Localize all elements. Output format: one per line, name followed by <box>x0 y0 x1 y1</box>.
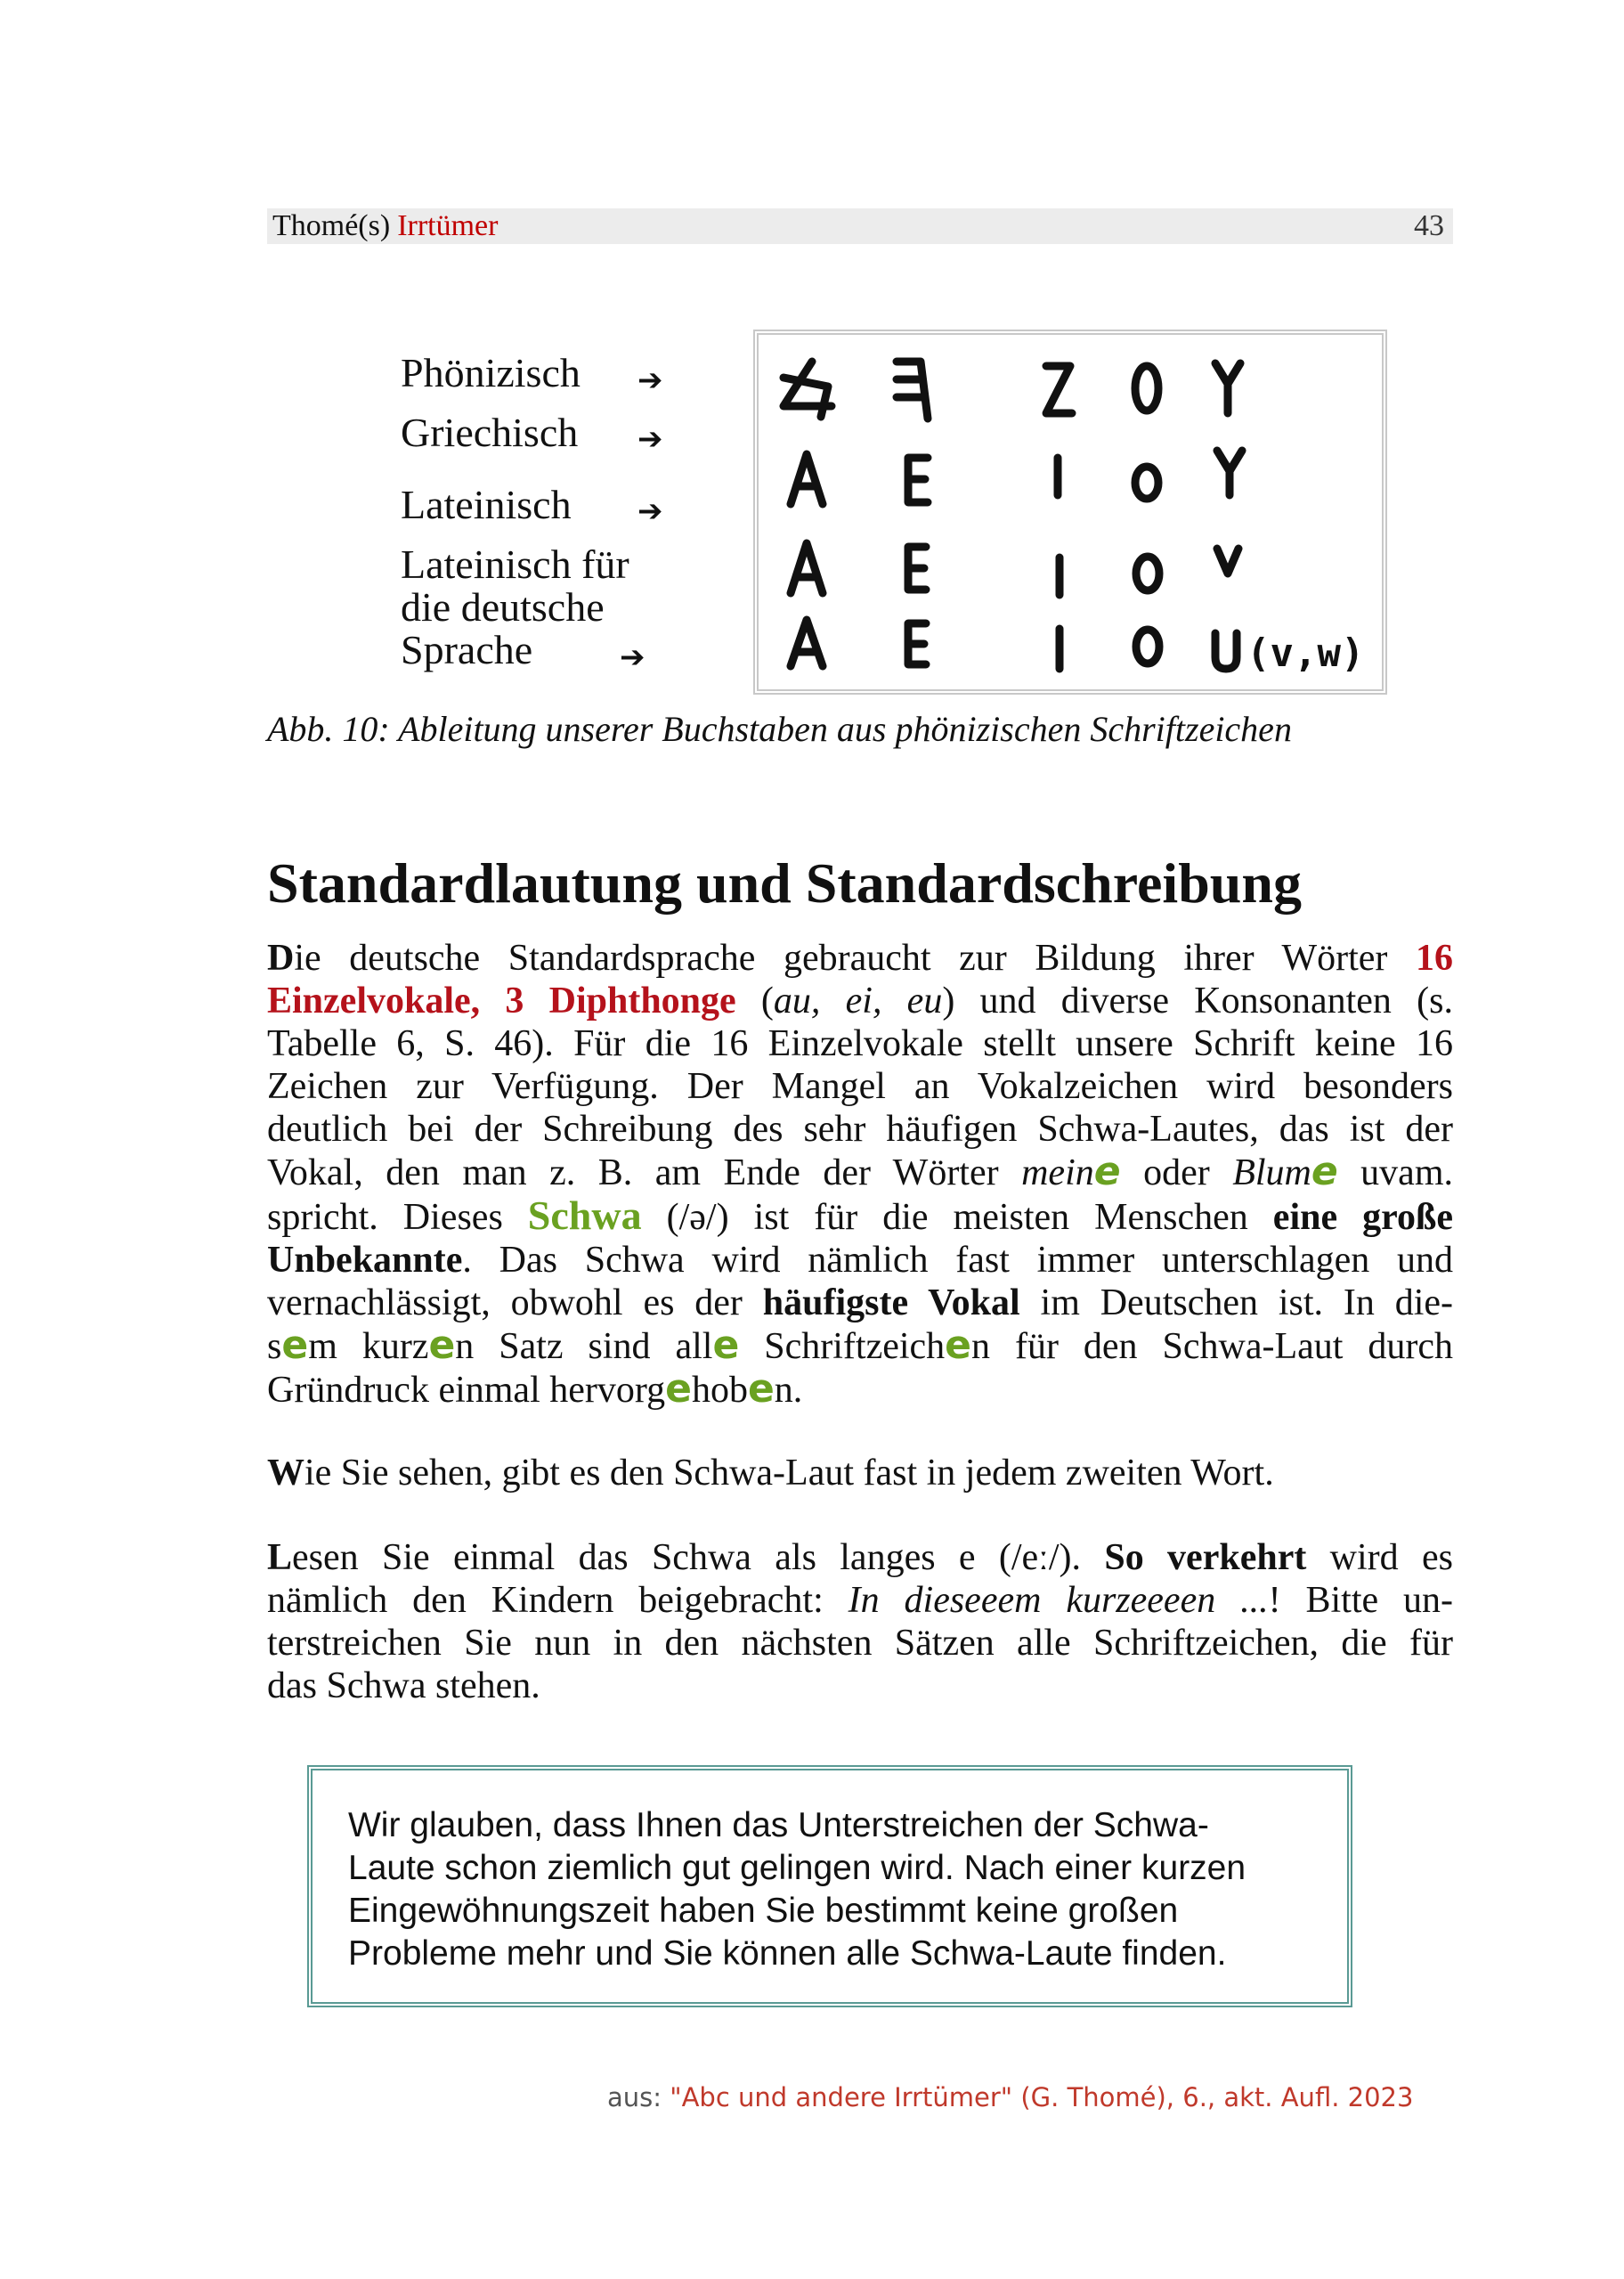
schwa-highlight: e <box>712 1323 740 1368</box>
p1-line-5: deutlich bei der Schreibung des sehr häufigen Schwa-Lautes, das ist der <box>267 1109 1453 1150</box>
label-greek: Griechisch <box>401 410 579 455</box>
letter-glyph-canvas <box>759 335 1382 689</box>
schwa-highlight: e <box>747 1366 775 1412</box>
p1-word-blume: Blum <box>1232 1152 1311 1193</box>
p1-diphthongs: au, ei, eu <box>773 981 943 1021</box>
p1-line-11 <box>267 1368 1453 1412</box>
p1-text: oder <box>1120 1152 1233 1193</box>
p1-text: s <box>267 1326 282 1367</box>
p1-text: n für den Schwa-Laut durch <box>971 1326 1453 1367</box>
p1-text: vernachlässigt, obwohl es der <box>267 1282 763 1323</box>
p1-text: ( <box>735 981 774 1021</box>
label-latin: Lateinisch <box>401 482 572 527</box>
box-line-3: Eingewöhnungszeit haben Sie bestimmt keine großen <box>348 1892 1179 1930</box>
p3-line-1 <box>267 1536 1453 1579</box>
p3-text: wird es <box>1306 1537 1453 1578</box>
glyph-phoenician-ayin <box>1135 366 1158 411</box>
glyph-latin-o <box>1136 557 1159 590</box>
schwa-highlight: e <box>281 1323 309 1368</box>
glyph-german-note: (v,w) <box>1246 631 1365 676</box>
p1-line-9 <box>267 1282 1453 1324</box>
p1-line-1 <box>267 937 1453 980</box>
glyph-latin-a <box>791 543 823 593</box>
p3-initial: L <box>267 1537 293 1578</box>
box-line-1: Wir glauben, dass Ihnen das Unterstreichen der Schwa- <box>348 1806 1209 1844</box>
glyph-german-a <box>791 620 823 666</box>
glyph-latin-e <box>908 547 926 590</box>
schwa-highlight: e <box>1311 1149 1338 1194</box>
header-title: Irrtümer <box>397 209 499 242</box>
running-header <box>267 208 1453 244</box>
header-author <box>272 208 498 244</box>
glyph-phoenician-zayin <box>1046 366 1072 413</box>
schwa-term: Schwa <box>527 1192 642 1238</box>
p1-line-4: Zeichen zur Verfügung. Der Mangel an Vokalzeichen wird besonders <box>267 1066 1453 1107</box>
p2-line-1 <box>267 1452 1453 1494</box>
p1-text: hob <box>691 1370 748 1411</box>
source-citation: "Abc und andere Irrtümer" (G. Thomé), 6., akt. Aufl. 2023 <box>670 2082 1414 2112</box>
arrow-icon: ➔ <box>637 362 663 398</box>
figure-caption: Abb. 10: Ableitung unserer Buchstaben aus phönizischen Schriftzeichen <box>267 709 1292 749</box>
p3-bold: So verkehrt <box>1104 1537 1307 1578</box>
p3-text: esen Sie einmal das Schwa als langes e (/eː/). <box>292 1537 1105 1578</box>
glyph-greek-epsilon <box>908 458 928 502</box>
p1-line-2 <box>267 980 1453 1022</box>
glyph-german-u <box>1215 633 1237 669</box>
exercise-box-text <box>348 1804 1246 1975</box>
label-latin-german-1: Lateinisch für <box>401 541 629 587</box>
glyph-phoenician-aleph <box>784 362 832 417</box>
p1-line-6 <box>267 1151 1453 1194</box>
paragraph-3 <box>267 1536 1453 1707</box>
schwa-highlight: e <box>665 1366 692 1412</box>
label-latin-german-3: Sprache <box>401 627 533 672</box>
glyph-phoenician-he <box>897 362 928 419</box>
p2-initial: W <box>267 1453 304 1494</box>
paragraph-1 <box>267 937 1453 1412</box>
page-number: 43 <box>1414 209 1444 242</box>
schwa-highlight: e <box>428 1323 456 1368</box>
p1-initial: D <box>267 938 295 979</box>
p1-bold: Unbekannte <box>267 1240 463 1281</box>
p3-line-4: das Schwa stehen. <box>267 1665 540 1706</box>
p1-text: Vokal, den man z. B. am Ende der Wörter <box>267 1152 1022 1193</box>
p1-line-8 <box>267 1239 1453 1282</box>
p1-highlight-16: 16 <box>1416 938 1453 979</box>
p1-text: n. <box>774 1370 803 1411</box>
glyph-german-e <box>908 623 926 664</box>
header-author-text: Thomé(s) <box>272 209 391 242</box>
p1-text: uvam. <box>1337 1152 1453 1193</box>
p1-text: . Das Schwa wird nämlich fast immer unterschlagen und <box>462 1240 1453 1281</box>
p1-text: ie deutsche Standardsprache gebraucht zur Bildung ihrer Wörter <box>294 938 1416 979</box>
label-latin-german-2: die deutsche <box>401 584 605 630</box>
p1-text: ) und diverse Konsonanten (s. <box>942 981 1453 1021</box>
p1-line-10 <box>267 1324 1453 1368</box>
arrow-icon: ➔ <box>637 421 663 457</box>
p1-text: Schriftzeich <box>739 1326 946 1367</box>
p3-text: nämlich den Kindern beigebracht: <box>267 1580 849 1621</box>
p2-text: ie Sie sehen, gibt es den Schwa-Laut fast in jedem zweiten Wort. <box>304 1453 1274 1494</box>
exercise-box <box>307 1765 1352 2007</box>
glyph-greek-upsilon <box>1217 451 1242 495</box>
p1-text: im Deutschen ist. In die- <box>1019 1282 1453 1323</box>
glyph-greek-omicron <box>1135 467 1158 499</box>
glyph-phoenician-waw <box>1215 363 1240 413</box>
arrow-icon: ➔ <box>620 639 646 675</box>
label-phoenician: Phönizisch <box>401 350 581 395</box>
p3-line-2 <box>267 1579 1453 1622</box>
p1-text: Gründruck einmal hervorg <box>267 1370 666 1411</box>
schwa-highlight: e <box>1093 1149 1121 1194</box>
source-prefix: aus: <box>607 2082 670 2112</box>
p1-text: m kurz <box>308 1326 429 1367</box>
p1-text: n Satz sind all <box>455 1326 713 1367</box>
p1-highlight-vowels: Einzelvokale, 3 Diphthonge <box>267 981 736 1021</box>
p1-text: spricht. Dieses <box>267 1197 528 1238</box>
p3-text: ! Bitte un- <box>1268 1580 1454 1621</box>
p1-bold: häufigste Vokal <box>762 1282 1020 1323</box>
p1-bold: eine große <box>1272 1197 1453 1238</box>
source-note <box>607 2082 1413 2112</box>
box-line-4: Probleme mehr und Sie können alle Schwa-Laute finden. <box>348 1934 1227 1973</box>
glyph-latin-v <box>1217 549 1238 574</box>
glyph-greek-alpha <box>791 454 823 504</box>
p1-line-7 <box>267 1194 1453 1239</box>
paragraph-2 <box>267 1452 1453 1494</box>
p3-italic: In dieseeem kurzeeeen ... <box>848 1580 1269 1621</box>
arrow-icon: ➔ <box>637 493 663 529</box>
section-heading: Standardlautung und Standardschreibung <box>267 851 1302 915</box>
glyph-german-o <box>1136 630 1159 663</box>
box-line-2: Laute schon ziemlich gut gelingen wird. Nach einer kurzen <box>348 1849 1246 1887</box>
p1-word-meine: mein <box>1021 1152 1094 1193</box>
p1-line-3: Tabelle 6, S. 46). Für die 16 Einzelvokale stellt unsere Schrift keine 16 <box>267 1023 1453 1064</box>
p1-text: (/ə/) ist für die meisten Menschen <box>641 1197 1273 1238</box>
schwa-highlight: e <box>945 1323 972 1368</box>
p3-line-3: terstreichen Sie nun in den nächsten Sätzen alle Schriftzeichen, die für <box>267 1623 1453 1664</box>
letter-derivation-figure <box>753 330 1387 695</box>
